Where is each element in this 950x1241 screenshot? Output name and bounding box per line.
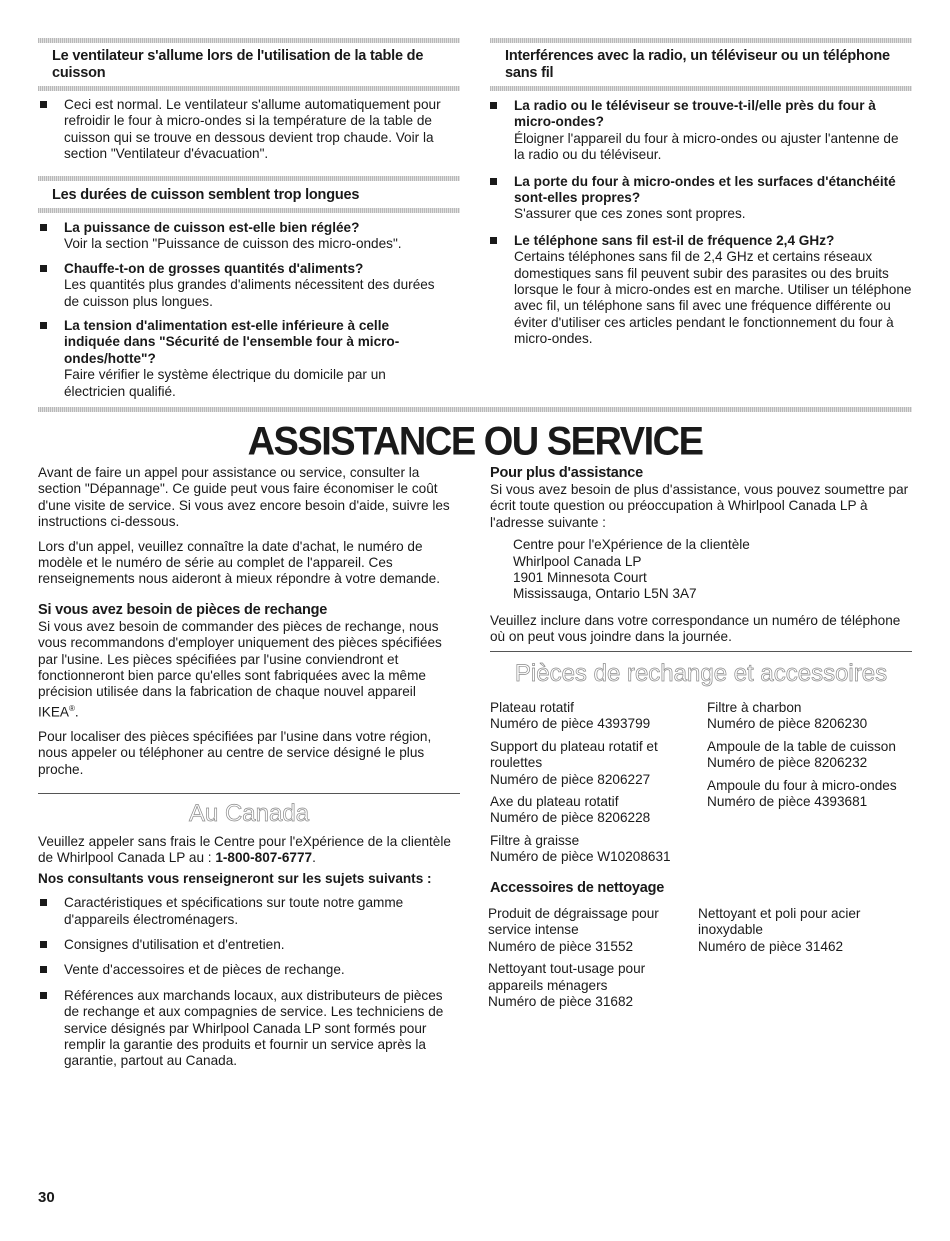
cleaning-column — [488, 906, 698, 1016]
page-number: 30 — [38, 1189, 55, 1206]
list-item: La radio ou le téléviseur se trouve-t-il/elle près du four à micro-ondes? Éloigner l'appareil du four à micro-ondes ou ajuster l'antenne de la radio ou du téléviseur. — [488, 98, 912, 164]
help-paragraph: Si vous avez besoin de plus d'assistance, vous pouvez soumettre par écrit toute question ou préoccupation à Whirlpool Canada LP à l'adresse suivante : — [490, 482, 909, 530]
page-title: ASSISTANCE OU SERVICE — [247, 419, 703, 465]
shaded-rule — [38, 407, 912, 412]
cooking-times-list — [38, 220, 440, 408]
right-column — [490, 465, 912, 646]
address-line: Mississauga, Ontario L5N 3A7 — [513, 586, 697, 602]
parts-paragraph: Pour localiser des pièces spécifiées par l'usine dans votre région, nous appeler ou téléphoner au centre de service désigné le plus proche. — [38, 728, 432, 777]
divider — [490, 651, 912, 652]
address-block — [490, 537, 912, 603]
intro-paragraph: Avant de faire un appel pour assistance ou service, consulter la section "Dépannage". Ce guide peut vous faire économiser le coût d'une visite de service. Si vous avez encore besoin d'aide, suivre les instructions ci-dessous. — [38, 465, 450, 530]
parts-table — [490, 700, 912, 872]
parts-paragraph: Si vous avez besoin de commander des pièces de rechange, nous vous recommandons d'employer uniquement des pièces spécifiées par l'usine. Les pièces spécifiées par l'usine conviendront et fonctionneront bien parce qu'elles sont fabriquées avec la même précision utilisée dans la fabrication de chaque nouvel appareil IKEA®. — [38, 618, 442, 720]
part-item: Plateau rotatif Numéro de pièce 4393799 — [490, 700, 651, 732]
list-item: Consignes d'utilisation et d'entretien. — [38, 937, 460, 953]
intro-paragraph: Lors d'un appel, veuillez connaître la date d'achat, le numéro de modèle et le numéro de série au complet de l'appareil. Ces renseignements nous aideront à mieux répondre à votre demande. — [38, 538, 441, 587]
left-column — [38, 465, 460, 778]
parts-heading: Si vous avez besoin de pièces de rechange — [38, 601, 328, 618]
part-item: Support du plateau rotatif et roulettes Numéro de pièce 8206227 — [490, 738, 658, 787]
shaded-rule — [38, 208, 460, 213]
interference-list — [488, 98, 912, 356]
part-item: Filtre à charbon Numéro de pièce 8206230 — [707, 700, 868, 732]
part-item: Produit de dégraissage pour service intense Numéro de pièce 31552 — [488, 906, 659, 954]
list-item: Ceci est normal. Le ventilateur s'allume automatiquement pour refroidir le four à micro-ondes si la température de la table de cuisson qui se trouve en dessous devient trop chaude. Voir la section "Ventilateur d'évacuation". — [38, 97, 448, 163]
list-item: Caractéristiques et spécifications sur toute notre gamme d'appareils électroménagers. — [38, 895, 460, 928]
shaded-rule — [490, 38, 912, 43]
parts-accessories-heading: Pièces de rechange et accessoires — [514, 660, 888, 687]
part-item: Filtre à graisse Numéro de pièce W10208631 — [490, 832, 671, 865]
cleaning-column — [698, 906, 912, 1016]
canada-paragraph: Veuillez appeler sans frais le Centre pour l'eXpérience de la clientèle de Whirlpool Canada LP au : 1-800-807-6777. — [38, 834, 451, 866]
part-item: Axe du plateau rotatif Numéro de pièce 8206228 — [490, 794, 651, 826]
list-item: La porte du four à micro-ondes et les surfaces d'étanchéité sont-elles propres? S'assurer que ces zones sont propres. — [488, 174, 912, 223]
shaded-rule — [38, 86, 460, 91]
shaded-rule — [38, 176, 460, 181]
list-item: La tension d'alimentation est-elle inférieure à celle indiquée dans "Sécurité de l'ensemble four à micro-ondes/hotte"? Faire vérifier le système électrique du domicile par un électricien qualifié. — [38, 318, 440, 400]
section-heading-interference: Interférences avec la radio, un téléviseur ou un téléphone sans fil — [505, 48, 890, 81]
parts-column — [707, 700, 912, 872]
canada-heading: Au Canada — [188, 800, 310, 827]
list-item: Vente d'accessoires et de pièces de rechange. — [38, 962, 460, 978]
list-item: Chauffe-t-on de grosses quantités d'aliments? Les quantités plus grandes d'aliments nécessitent des durées de cuisson plus longues. — [38, 261, 440, 310]
part-item: Nettoyant et poli pour acier inoxydable Numéro de pièce 31462 — [698, 906, 861, 954]
canada-list — [38, 895, 460, 1070]
address-line: 1901 Minnesota Court — [513, 570, 647, 586]
shaded-rule — [38, 38, 460, 43]
divider — [38, 793, 460, 794]
help-heading: Pour plus d'assistance — [490, 465, 643, 481]
canada-bold-line: Nos consultants vous renseigneront sur les sujets suivants : — [38, 870, 432, 886]
part-item: Ampoule du four à micro-ondes Numéro de pièce 4393681 — [707, 777, 897, 810]
section-heading-cooking-times: Les durées de cuisson semblent trop longues — [52, 187, 360, 203]
part-item: Nettoyant tout-usage pour appareils ménagers Numéro de pièce 31682 — [488, 961, 646, 1010]
address-line: Centre pour l'eXpérience de la clientèle — [513, 537, 750, 553]
list-item: Le téléphone sans fil est-il de fréquence 2,4 GHz? Certains téléphones sans fil de 2,4 GHz et certains réseaux domestiques sans fil peuvent subir des parasites ou des bruits lorsque le four à micro-ondes est en marche. Utiliser un téléphone avec fil, un téléphone sans fil avec une fréquence différente ou éviter d'utiliser ces articles pendant le fonctionnement du four à micro-ondes. — [488, 233, 912, 348]
cleaning-heading: Accessoires de nettoyage — [490, 880, 665, 896]
fan-list — [38, 97, 448, 171]
list-item: La puissance de cuisson est-elle bien réglée? Voir la section "Puissance de cuisson des micro-ondes". — [38, 220, 440, 253]
address-line: Whirlpool Canada LP — [513, 553, 642, 569]
help-paragraph: Veuillez inclure dans votre correspondance un numéro de téléphone où on peut vous joindre dans la journée. — [490, 612, 901, 645]
list-item: Références aux marchands locaux, aux distributeurs de pièces de rechange et aux compagnies de service. Les techniciens de service désignés par Whirlpool Canada LP sont formés pour remplir la garantie des produits et fournir un service après la garantie, partout au Canada. — [38, 988, 460, 1070]
cleaning-table — [488, 906, 912, 1016]
phone-number: 1-800-807-6777 — [215, 850, 313, 866]
part-item: Ampoule de la table de cuisson Numéro de pièce 8206232 — [707, 738, 896, 771]
section-heading-fan: Le ventilateur s'allume lors de l'utilisation de la table de cuisson — [52, 48, 424, 81]
shaded-rule — [490, 86, 912, 91]
parts-column — [490, 700, 707, 872]
canada-section — [38, 834, 460, 1078]
